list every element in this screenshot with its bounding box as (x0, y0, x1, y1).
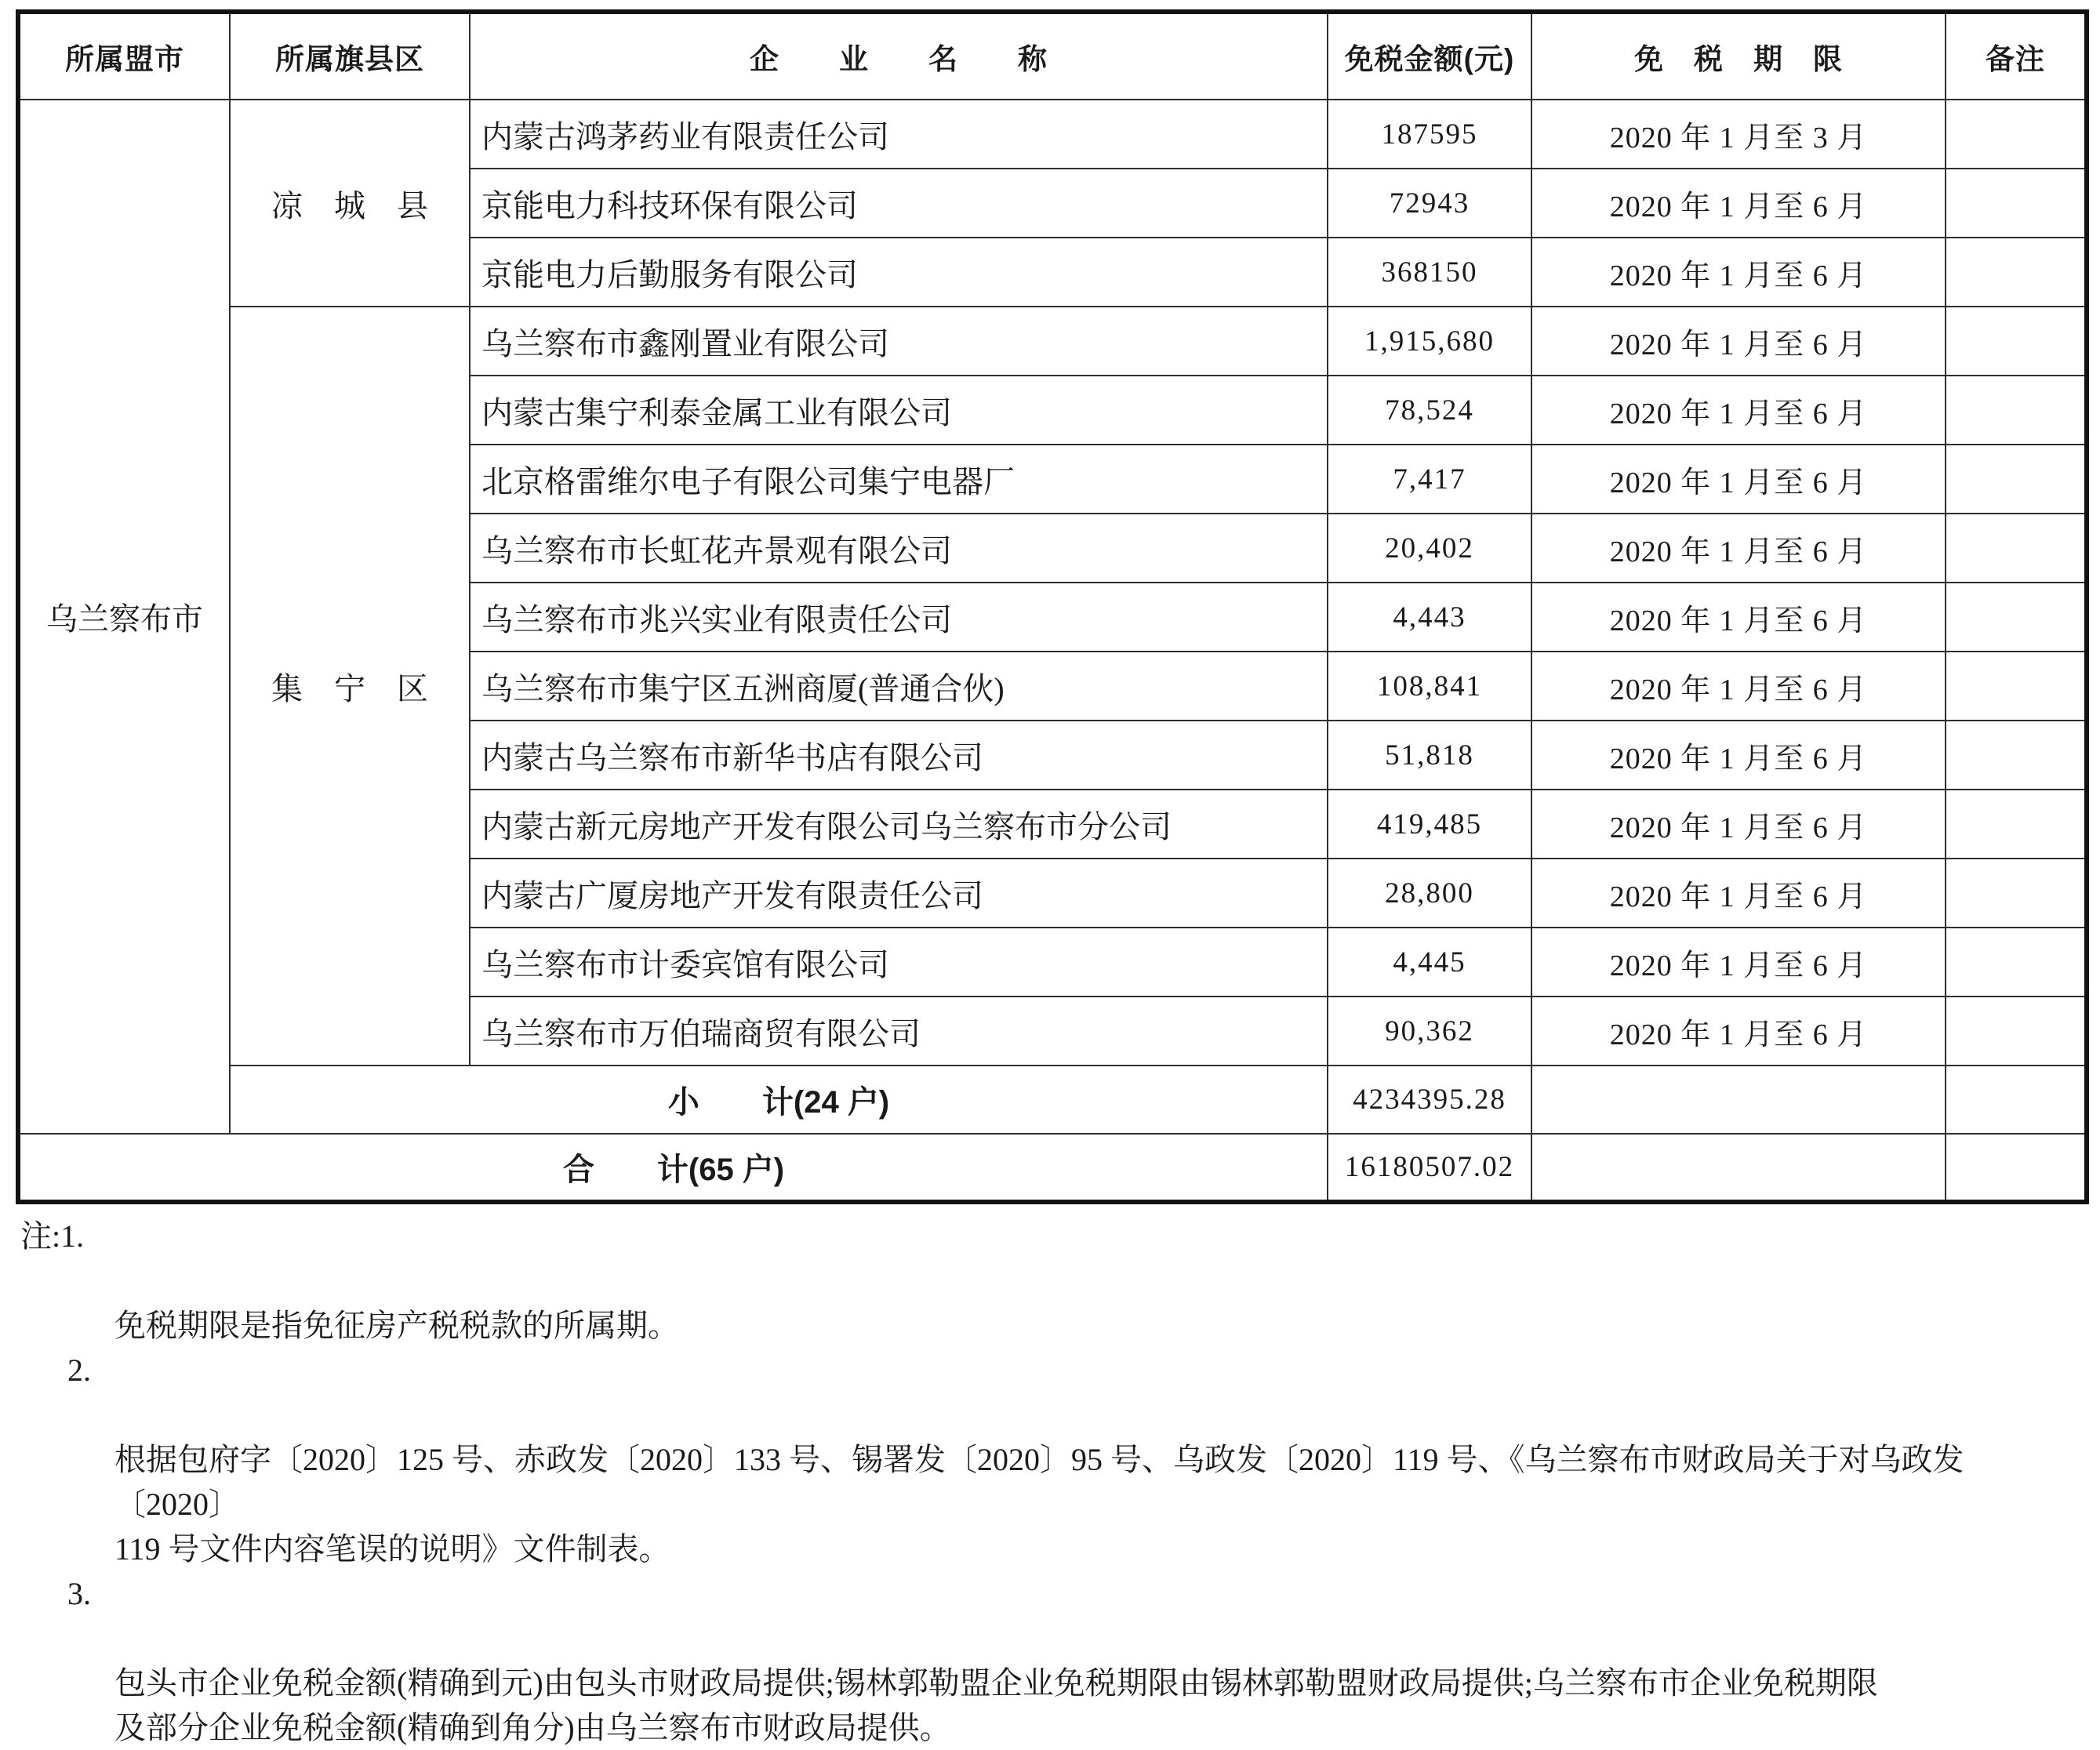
company-name-cell: 内蒙古集宁利泰金属工业有限公司 (470, 376, 1328, 445)
subtotal-row (18, 1066, 2087, 1134)
remark-cell (1946, 583, 2087, 652)
total-row (18, 1134, 2087, 1202)
amount-cell: 7,417 (1328, 445, 1531, 514)
period-cell (1531, 1134, 1946, 1202)
total-label-cell: 合 计(65 户) (18, 1134, 1328, 1202)
period-cell: 2020 年 1 月至 6 月 (1531, 583, 1946, 652)
company-name-cell: 乌兰察布市集宁区五洲商厦(普通合伙) (470, 652, 1328, 721)
remark-cell (1946, 1134, 2087, 1202)
remark-cell (1946, 997, 2087, 1066)
company-name-cell: 内蒙古乌兰察布市新华书店有限公司 (470, 721, 1328, 790)
amount-cell: 187595 (1328, 100, 1531, 169)
period-cell: 2020 年 1 月至 6 月 (1531, 859, 1946, 928)
company-name-cell: 乌兰察布市长虹花卉景观有限公司 (470, 514, 1328, 583)
period-cell: 2020 年 1 月至 6 月 (1531, 445, 1946, 514)
note-text: 免税期限是指免征房产税税款的所属期。 (114, 1308, 679, 1343)
remark-cell (1946, 445, 2087, 514)
amount-cell: 20,402 (1328, 514, 1531, 583)
remark-cell (1946, 1066, 2087, 1134)
subtotal-amount-cell: 4234395.28 (1328, 1066, 1531, 1134)
period-cell: 2020 年 1 月至 6 月 (1531, 721, 1946, 790)
period-cell: 2020 年 1 月至 6 月 (1531, 790, 1946, 859)
period-cell: 2020 年 1 月至 6 月 (1531, 514, 1946, 583)
amount-cell: 28,800 (1328, 859, 1531, 928)
note-marker: 注:1. (20, 1218, 85, 1254)
note-item-3 (20, 1571, 2069, 1750)
company-name-cell: 乌兰察布市计委宾馆有限公司 (470, 928, 1328, 997)
remark-cell (1946, 238, 2087, 307)
company-name-cell: 京能电力后勤服务有限公司 (470, 238, 1328, 307)
period-cell: 2020 年 1 月至 6 月 (1531, 652, 1946, 721)
period-cell: 2020 年 1 月至 6 月 (1531, 307, 1946, 376)
remark-cell (1946, 652, 2087, 721)
remark-cell (1946, 721, 2087, 790)
note-item-1 (20, 1214, 2069, 1348)
remark-cell (1946, 928, 2087, 997)
company-name-cell: 北京格雷维尔电子有限公司集宁电器厂 (470, 445, 1328, 514)
header-row (18, 12, 2087, 100)
remark-cell (1946, 514, 2087, 583)
header-county: 所属旗县区 (230, 12, 470, 100)
remark-cell (1946, 169, 2087, 238)
notes-section (20, 1214, 2069, 1750)
company-name-cell: 京能电力科技环保有限公司 (470, 169, 1328, 238)
total-amount-cell: 16180507.02 (1328, 1134, 1531, 1202)
amount-cell: 51,818 (1328, 721, 1531, 790)
period-cell: 2020 年 1 月至 6 月 (1531, 238, 1946, 307)
amount-cell: 419,485 (1328, 790, 1531, 859)
note-text: 根据包府字〔2020〕125 号、赤政发〔2020〕133 号、锡署发〔2020〕95 号、乌政发〔2020〕119 号、《乌兰察布市财政局关于对乌政发〔2020〕 119 号文件内容笔误的说明》文件制表。 (114, 1442, 1964, 1567)
period-cell: 2020 年 1 月至 6 月 (1531, 376, 1946, 445)
header-remark: 备注 (1946, 12, 2087, 100)
remark-cell (1946, 307, 2087, 376)
note-marker: 3. (67, 1576, 91, 1611)
company-name-cell: 内蒙古新元房地产开发有限公司乌兰察布市分公司 (470, 790, 1328, 859)
remark-cell (1946, 859, 2087, 928)
amount-cell: 108,841 (1328, 652, 1531, 721)
company-name-cell: 内蒙古广厦房地产开发有限责任公司 (470, 859, 1328, 928)
county-cell-liangcheng: 凉 城 县 (230, 100, 470, 307)
amount-cell: 1,915,680 (1328, 307, 1531, 376)
header-league-city: 所属盟市 (18, 12, 230, 100)
period-cell: 2020 年 1 月至 6 月 (1531, 997, 1946, 1066)
table-row (18, 307, 2087, 376)
tax-exemption-table (16, 9, 2089, 1204)
company-name-cell: 乌兰察布市鑫刚置业有限公司 (470, 307, 1328, 376)
company-name-cell: 乌兰察布市万伯瑞商贸有限公司 (470, 997, 1328, 1066)
amount-cell: 78,524 (1328, 376, 1531, 445)
period-cell: 2020 年 1 月至 3 月 (1531, 100, 1946, 169)
header-exempt-amount: 免税金额(元) (1328, 12, 1531, 100)
period-cell (1531, 1066, 1946, 1134)
city-cell: 乌兰察布市 (18, 100, 230, 1134)
note-marker: 2. (67, 1352, 91, 1388)
note-text: 包头市企业免税金额(精确到元)由包头市财政局提供;锡林郭勒盟企业免税期限由锡林郭勒盟财政局提供;乌兰察布市企业免税期限 及部分企业免税金额(精确到角分)由乌兰察布市财政局提供。 (114, 1665, 1878, 1745)
amount-cell: 4,443 (1328, 583, 1531, 652)
period-cell: 2020 年 1 月至 6 月 (1531, 928, 1946, 997)
amount-cell: 368150 (1328, 238, 1531, 307)
company-name-cell: 内蒙古鸿茅药业有限责任公司 (470, 100, 1328, 169)
remark-cell (1946, 376, 2087, 445)
amount-cell: 72943 (1328, 169, 1531, 238)
remark-cell (1946, 100, 2087, 169)
subtotal-label-cell: 小 计(24 户) (230, 1066, 1328, 1134)
company-name-cell: 乌兰察布市兆兴实业有限责任公司 (470, 583, 1328, 652)
remark-cell (1946, 790, 2087, 859)
amount-cell: 4,445 (1328, 928, 1531, 997)
county-cell-jining: 集 宁 区 (230, 307, 470, 1066)
note-item-2 (20, 1348, 2069, 1571)
header-company-name: 企 业 名 称 (470, 12, 1328, 100)
table-row (18, 100, 2087, 169)
amount-cell: 90,362 (1328, 997, 1531, 1066)
period-cell: 2020 年 1 月至 6 月 (1531, 169, 1946, 238)
header-exempt-period: 免 税 期 限 (1531, 12, 1946, 100)
